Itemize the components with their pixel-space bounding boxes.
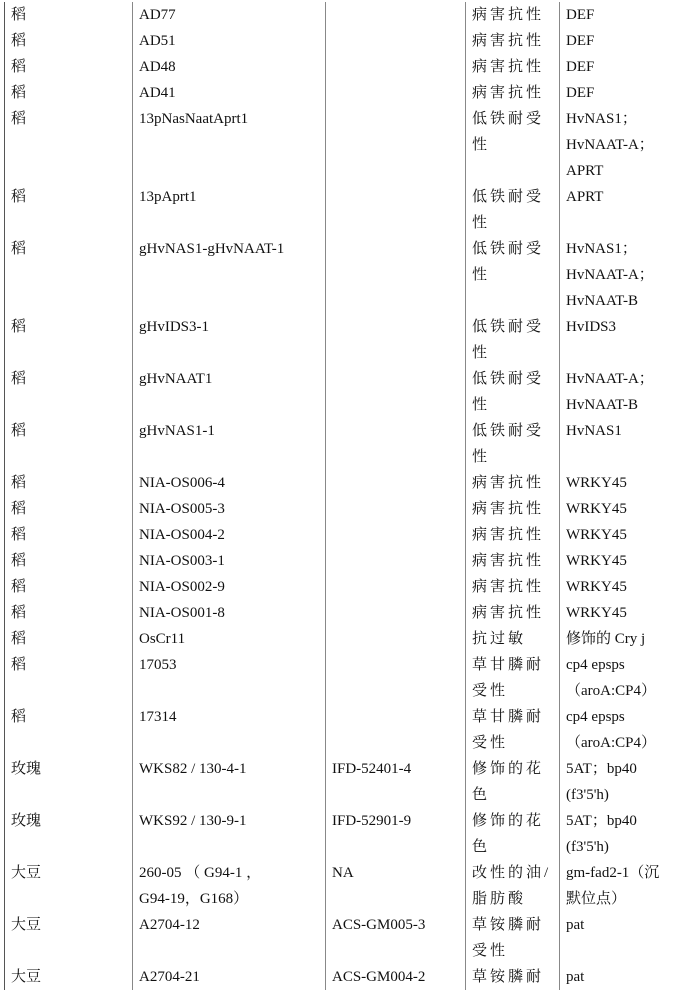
- gene-cell: gm-fad2-1（沉 默位点）: [560, 860, 677, 912]
- event-cell: 260-05 （ G94-1 ， G94-19，G168）: [133, 860, 326, 912]
- gene-cell: HvIDS3: [560, 314, 677, 366]
- event-cell: OsCr11: [133, 626, 326, 652]
- identifier-cell: [326, 626, 466, 652]
- trait-cell: 低铁耐受 性: [466, 366, 560, 418]
- identifier-cell: [326, 54, 466, 80]
- trait-cell: 草铵膦耐: [466, 964, 560, 990]
- gene-cell: HvNAAT-A； HvNAAT-B: [560, 366, 677, 418]
- identifier-cell: [326, 418, 466, 470]
- gene-cell: HvNAS1； HvNAAT-A； HvNAAT-B: [560, 236, 677, 314]
- gene-cell: DEF: [560, 2, 677, 28]
- gene-cell: WRKY45: [560, 600, 677, 626]
- crop-cell: 稻: [5, 80, 133, 106]
- event-cell: A2704-12: [133, 912, 326, 964]
- trait-cell: 病害抗性: [466, 28, 560, 54]
- gene-cell: 5AT；bp40 (f3'5'h): [560, 808, 677, 860]
- gene-cell: APRT: [560, 184, 677, 236]
- gene-cell: DEF: [560, 54, 677, 80]
- trait-cell: 病害抗性: [466, 600, 560, 626]
- trait-cell: 病害抗性: [466, 548, 560, 574]
- trait-cell: 改性的油/ 脂肪酸: [466, 860, 560, 912]
- identifier-cell: [326, 314, 466, 366]
- gene-cell: WRKY45: [560, 574, 677, 600]
- crop-cell: 稻: [5, 574, 133, 600]
- identifier-cell: [326, 184, 466, 236]
- gene-cell: 5AT；bp40 (f3'5'h): [560, 756, 677, 808]
- crop-cell: 玫瑰: [5, 756, 133, 808]
- crop-cell: 大豆: [5, 912, 133, 964]
- event-cell: AD41: [133, 80, 326, 106]
- identifier-cell: [326, 2, 466, 28]
- event-cell: WKS82 / 130-4-1: [133, 756, 326, 808]
- table-row: [5, 54, 677, 80]
- trait-cell: 草甘膦耐 受性: [466, 704, 560, 756]
- crop-cell: 稻: [5, 548, 133, 574]
- crop-cell: 稻: [5, 28, 133, 54]
- event-cell: 13pNasNaatAprt1: [133, 106, 326, 184]
- crop-cell: 稻: [5, 704, 133, 756]
- event-cell: NIA-OS005-3: [133, 496, 326, 522]
- event-cell: 13pAprt1: [133, 184, 326, 236]
- table-row: [5, 418, 677, 470]
- identifier-cell: NA: [326, 860, 466, 912]
- identifier-cell: [326, 80, 466, 106]
- gene-cell: 修饰的 Cry j: [560, 626, 677, 652]
- identifier-cell: [326, 548, 466, 574]
- gene-cell: WRKY45: [560, 470, 677, 496]
- gene-cell: pat: [560, 912, 677, 964]
- table-row: [5, 912, 677, 964]
- event-cell: NIA-OS002-9: [133, 574, 326, 600]
- table-row: [5, 574, 677, 600]
- crop-cell: 稻: [5, 184, 133, 236]
- gene-cell: WRKY45: [560, 496, 677, 522]
- gene-cell: pat: [560, 964, 677, 990]
- crop-cell: 稻: [5, 366, 133, 418]
- event-cell: AD77: [133, 2, 326, 28]
- identifier-cell: IFD-52401-4: [326, 756, 466, 808]
- table-row: [5, 470, 677, 496]
- event-cell: gHvNAS1-gHvNAAT-1: [133, 236, 326, 314]
- trait-cell: 低铁耐受 性: [466, 184, 560, 236]
- event-cell: NIA-OS001-8: [133, 600, 326, 626]
- trait-cell: 病害抗性: [466, 574, 560, 600]
- table-row: [5, 756, 677, 808]
- identifier-cell: ACS-GM004-2: [326, 964, 466, 990]
- crop-cell: 稻: [5, 236, 133, 314]
- trait-cell: 低铁耐受 性: [466, 236, 560, 314]
- table-row: [5, 600, 677, 626]
- table-row: [5, 80, 677, 106]
- event-cell: NIA-OS006-4: [133, 470, 326, 496]
- table-row: [5, 964, 677, 990]
- crop-cell: 稻: [5, 626, 133, 652]
- trait-cell: 修饰的花 色: [466, 756, 560, 808]
- trait-cell: 低铁耐受 性: [466, 314, 560, 366]
- trait-cell: 修饰的花 色: [466, 808, 560, 860]
- gene-cell: HvNAS1: [560, 418, 677, 470]
- table-row: [5, 106, 677, 184]
- event-table: [4, 2, 676, 990]
- event-cell: AD48: [133, 54, 326, 80]
- event-cell: WKS92 / 130-9-1: [133, 808, 326, 860]
- trait-cell: 草甘膦耐 受性: [466, 652, 560, 704]
- table-row: [5, 236, 677, 314]
- crop-cell: 稻: [5, 54, 133, 80]
- crop-cell: 稻: [5, 470, 133, 496]
- identifier-cell: [326, 236, 466, 314]
- trait-cell: 病害抗性: [466, 80, 560, 106]
- gene-cell: WRKY45: [560, 522, 677, 548]
- identifier-cell: [326, 366, 466, 418]
- table-row: [5, 28, 677, 54]
- table-row: [5, 860, 677, 912]
- gene-cell: DEF: [560, 28, 677, 54]
- event-cell: 17314: [133, 704, 326, 756]
- crop-cell: 大豆: [5, 860, 133, 912]
- identifier-cell: [326, 28, 466, 54]
- event-cell: gHvIDS3-1: [133, 314, 326, 366]
- crop-cell: 稻: [5, 2, 133, 28]
- table-row: [5, 704, 677, 756]
- identifier-cell: [326, 496, 466, 522]
- trait-cell: 低铁耐受 性: [466, 106, 560, 184]
- identifier-cell: [326, 652, 466, 704]
- gene-cell: cp4 epsps （aroA:CP4）: [560, 652, 677, 704]
- event-cell: NIA-OS004-2: [133, 522, 326, 548]
- event-cell: NIA-OS003-1: [133, 548, 326, 574]
- trait-cell: 病害抗性: [466, 54, 560, 80]
- crop-cell: 稻: [5, 418, 133, 470]
- table-row: [5, 314, 677, 366]
- crop-cell: 稻: [5, 496, 133, 522]
- event-cell: 17053: [133, 652, 326, 704]
- table-body: [5, 2, 677, 990]
- identifier-cell: [326, 522, 466, 548]
- event-cell: A2704-21: [133, 964, 326, 990]
- trait-cell: 低铁耐受 性: [466, 418, 560, 470]
- identifier-cell: [326, 600, 466, 626]
- identifier-cell: [326, 106, 466, 184]
- identifier-cell: [326, 704, 466, 756]
- identifier-cell: [326, 470, 466, 496]
- crop-cell: 稻: [5, 106, 133, 184]
- table-row: [5, 496, 677, 522]
- trait-cell: 病害抗性: [466, 470, 560, 496]
- table-row: [5, 366, 677, 418]
- identifier-cell: ACS-GM005-3: [326, 912, 466, 964]
- table-row: [5, 808, 677, 860]
- table-row: [5, 548, 677, 574]
- gene-cell: WRKY45: [560, 548, 677, 574]
- trait-cell: 草铵膦耐 受性: [466, 912, 560, 964]
- trait-cell: 病害抗性: [466, 496, 560, 522]
- crop-cell: 稻: [5, 652, 133, 704]
- crop-cell: 稻: [5, 522, 133, 548]
- table-row: [5, 652, 677, 704]
- crop-cell: 玫瑰: [5, 808, 133, 860]
- gene-cell: HvNAS1； HvNAAT-A； APRT: [560, 106, 677, 184]
- crop-cell: 稻: [5, 600, 133, 626]
- table-row: [5, 522, 677, 548]
- table-row: [5, 626, 677, 652]
- trait-cell: 抗过敏: [466, 626, 560, 652]
- trait-cell: 病害抗性: [466, 522, 560, 548]
- gene-cell: cp4 epsps （aroA:CP4）: [560, 704, 677, 756]
- identifier-cell: [326, 574, 466, 600]
- event-cell: AD51: [133, 28, 326, 54]
- crop-cell: 大豆: [5, 964, 133, 990]
- table-row: [5, 2, 677, 28]
- event-cell: gHvNAAT1: [133, 366, 326, 418]
- event-cell: gHvNAS1-1: [133, 418, 326, 470]
- trait-cell: 病害抗性: [466, 2, 560, 28]
- gene-cell: DEF: [560, 80, 677, 106]
- table-row: [5, 184, 677, 236]
- crop-cell: 稻: [5, 314, 133, 366]
- identifier-cell: IFD-52901-9: [326, 808, 466, 860]
